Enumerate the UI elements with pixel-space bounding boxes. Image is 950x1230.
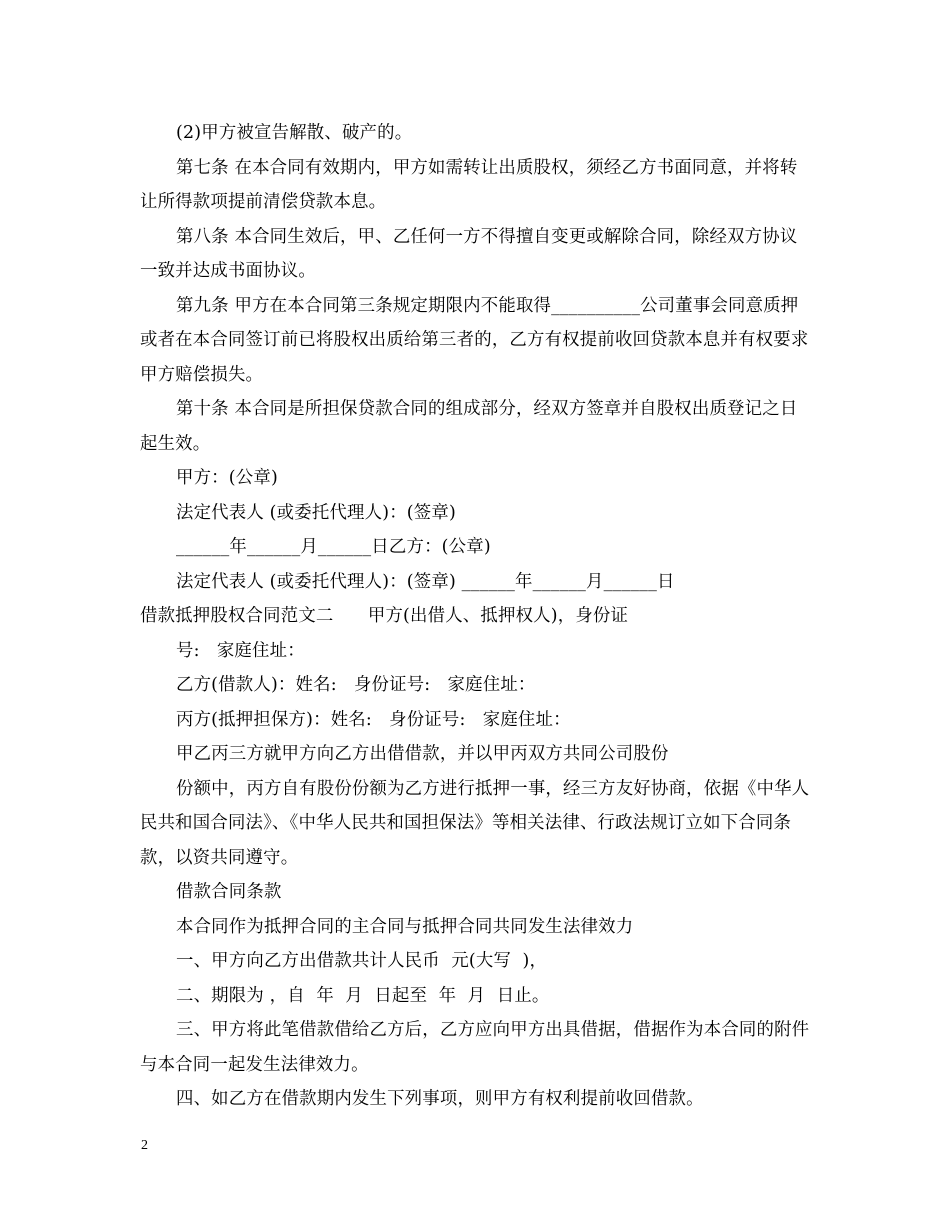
main-contract-effect-line: 本合同作为抵押合同的主合同与抵押合同共同发生法律效力 xyxy=(176,916,634,937)
paragraph-dissolution: (2)甲方被宣告解散、破产的。 xyxy=(176,123,413,143)
representative-date-line: 法定代表人 (或委托代理人)：(签章) ______年______月______日 xyxy=(176,571,675,592)
party-b-info-line: 乙方(借款人)：姓名: 身份证号: 家庭住址： xyxy=(176,675,536,695)
paragraph-article-7: 第七条 在本合同有效期内，甲方如需转让出质股权，须经乙方书面同意，并将转让所得款项提前清偿贷款本息。 xyxy=(140,157,798,212)
legal-basis-paragraph: 份额中，丙方自有股份份额为乙方进行抵押一事，经三方友好协商，依据《中华人民共和国合同法》、《中华人民共和国担保法》等相关法律、行政法规订立如下合同条款，以资共同遵守。 xyxy=(140,778,810,868)
term-3-receipt: 三、甲方将此笔借款借给乙方后，乙方应向甲方出具借据，借据作为本合同的附件与本合同一起发生法律效力。 xyxy=(140,1020,810,1075)
term-4-early-recovery: 四、如乙方在借款期内发生下列事项，则甲方有权利提前收回借款。 xyxy=(176,1089,704,1109)
document-body xyxy=(140,116,812,1117)
term-2-loan-period: 二、期限为 ，自 年 月 日起至 年 月 日止。 xyxy=(176,985,550,1006)
date-and-party-b-seal-line: ______年______月______日乙方：(公章) xyxy=(176,537,491,557)
page-number: 2 xyxy=(141,1138,148,1153)
party-a-address-line: 号: 家庭住址： xyxy=(176,640,305,661)
paragraph-article-9: 第九条 甲方在本合同第三条规定期限内不能取得__________公司董事会同意质押或者在本合同签订前已将股权出质给第三者的，乙方有权提前收回贷款本息并有权要求甲方赔偿损失。 xyxy=(140,295,809,385)
loan-contract-terms-heading: 借款合同条款 xyxy=(176,882,282,902)
party-a-seal-line: 甲方：(公章) xyxy=(176,468,278,488)
legal-representative-line: 法定代表人 (或委托代理人)：(签章) xyxy=(176,502,456,523)
paragraph-article-8: 第八条 本合同生效后，甲、乙任何一方不得擅自变更或解除合同，除经双方协议一致并达成书面协议。 xyxy=(140,226,798,281)
term-1-loan-amount: 一、甲方向乙方出借款共计人民币 元(大写 )， xyxy=(176,951,548,971)
three-parties-intro-line: 甲乙丙三方就甲方向乙方出借借款，并以甲丙双方共同公司股份 xyxy=(176,744,669,764)
paragraph-article-10: 第十条 本合同是所担保贷款合同的组成部分，经双方签章并自股权出质登记之日起生效。 xyxy=(140,399,798,454)
contract-template-two-heading: 借款抵押股权合同范文二 甲方(出借人、抵押权人)，身份证 xyxy=(140,606,629,626)
party-c-info-line: 丙方(抵押担保方)：姓名: 身份证号: 家庭住址： xyxy=(176,709,571,730)
